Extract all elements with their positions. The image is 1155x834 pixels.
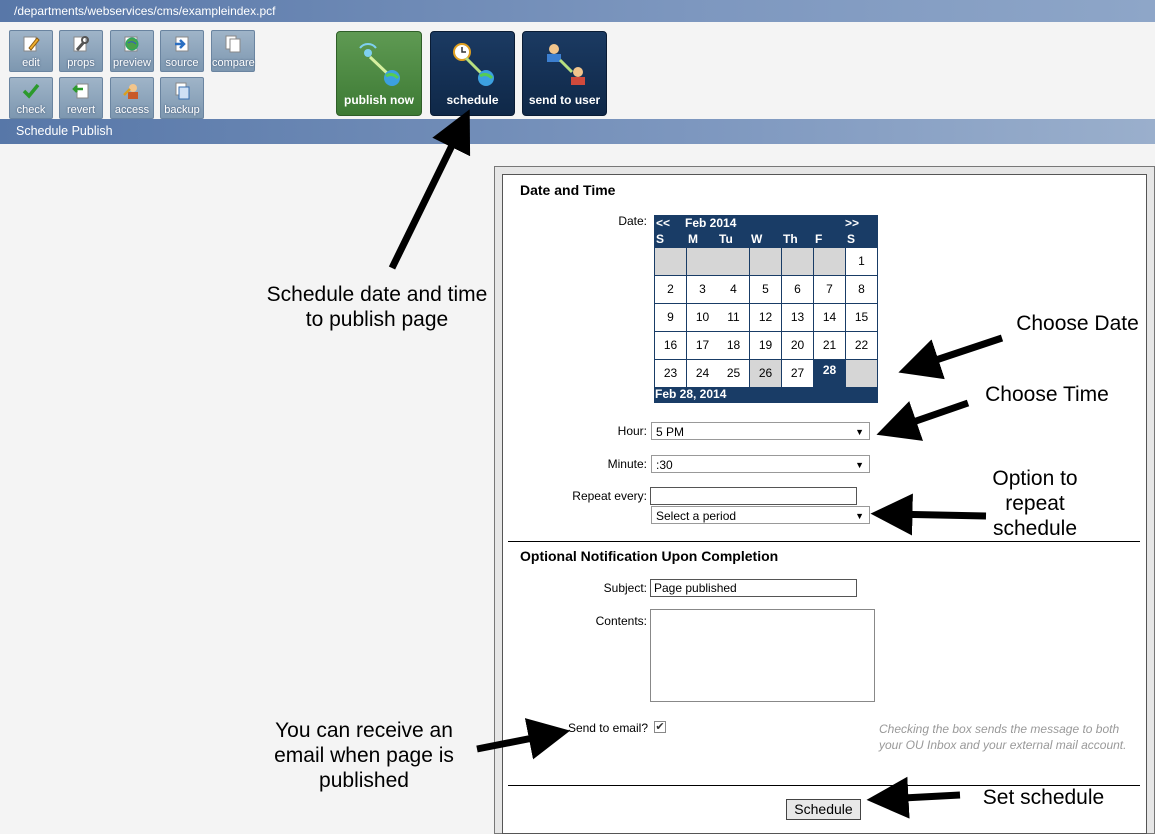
date-label: Date: bbox=[618, 214, 647, 228]
backup-label: backup bbox=[164, 104, 200, 116]
publish-now-label: publish now bbox=[344, 93, 414, 107]
check-label: check bbox=[16, 104, 46, 116]
selected-date-footer: Feb 28, 2014 bbox=[655, 387, 727, 401]
minute-label: Minute: bbox=[607, 457, 647, 471]
annotation-schedule: Schedule date and time to publish page bbox=[266, 283, 488, 331]
subject-input[interactable]: Page published bbox=[650, 579, 857, 597]
minute-value: :30 bbox=[656, 458, 673, 472]
arrow-set-schedule bbox=[884, 795, 960, 799]
date-time-heading: Date and Time bbox=[520, 182, 616, 198]
access-label: access bbox=[114, 104, 150, 116]
calendar-day-cell[interactable]: 13 bbox=[782, 304, 813, 331]
annotation-repeat: Option to repeat schedule bbox=[992, 467, 1078, 540]
weekday-header: S bbox=[847, 232, 856, 246]
calendar-day-cell[interactable]: 21 bbox=[814, 332, 845, 359]
chevron-down-icon: ▼ bbox=[855, 460, 864, 470]
calendar-month: Feb 2014 bbox=[685, 216, 737, 230]
calendar-day-cell[interactable]: 10 bbox=[687, 304, 718, 331]
file-path: /departments/webservices/cms/exampleindex.pcf bbox=[14, 4, 276, 18]
weekday-header: S bbox=[656, 232, 665, 246]
weekday-header: F bbox=[815, 232, 823, 246]
calendar-day-cell[interactable]: 14 bbox=[814, 304, 845, 331]
calendar-day-cell[interactable]: 16 bbox=[655, 332, 686, 359]
subject-label: Subject: bbox=[603, 581, 647, 595]
chevron-down-icon: ▼ bbox=[855, 427, 864, 437]
section-title: Schedule Publish bbox=[16, 124, 113, 138]
schedule-submit-button[interactable]: Schedule bbox=[786, 799, 861, 820]
schedule-label: schedule bbox=[446, 93, 499, 107]
email-label: Send to email? bbox=[567, 721, 648, 735]
edit-label: edit bbox=[22, 57, 40, 69]
calendar-day-cell[interactable]: 22 bbox=[846, 332, 877, 359]
calendar-day-cell[interactable]: 28 bbox=[814, 360, 845, 387]
weekday-header: M bbox=[688, 232, 698, 246]
notification-heading: Optional Notification Upon Completion bbox=[520, 548, 779, 564]
calendar-day-cell[interactable]: 1 bbox=[846, 248, 877, 275]
calendar-day-cell[interactable]: 2 bbox=[655, 276, 686, 303]
calendar-day-cell[interactable]: 18 bbox=[718, 332, 749, 359]
source-label: source bbox=[165, 57, 199, 69]
calendar-day-cell[interactable]: 26 bbox=[750, 360, 781, 387]
calendar-day-cell[interactable]: 3 bbox=[687, 276, 718, 303]
revert-label: revert bbox=[66, 104, 96, 116]
arrow-choose-time bbox=[893, 403, 968, 429]
calendar-day-cell[interactable]: 25 bbox=[718, 360, 749, 387]
period-value: Select a period bbox=[656, 509, 737, 523]
annotation-choose-date: Choose Date bbox=[1016, 312, 1139, 335]
calendar-day-cell[interactable]: 4 bbox=[718, 276, 749, 303]
weekday-header: W bbox=[751, 232, 763, 246]
calendar-day-cell[interactable]: 9 bbox=[655, 304, 686, 331]
calendar-day-cell[interactable]: 5 bbox=[750, 276, 781, 303]
arrow-email bbox=[477, 734, 553, 749]
hour-value: 5 PM bbox=[656, 425, 685, 439]
arrow-repeat bbox=[888, 514, 986, 516]
preview-label: preview bbox=[113, 57, 151, 69]
repeat-label: Repeat every: bbox=[572, 489, 647, 503]
calendar-day-cell[interactable]: 7 bbox=[814, 276, 845, 303]
calendar-day-cell[interactable]: 6 bbox=[782, 276, 813, 303]
calendar-day-cell[interactable]: 19 bbox=[750, 332, 781, 359]
email-note: Checking the box sends the message to both your OU Inbox and your external mail account. bbox=[879, 722, 1127, 752]
weekday-header: Tu bbox=[719, 232, 733, 246]
calendar-day-cell[interactable]: 15 bbox=[846, 304, 877, 331]
calendar-day-cell[interactable]: 17 bbox=[687, 332, 718, 359]
calendar-day-cell[interactable]: 12 bbox=[750, 304, 781, 331]
calendar-day-cell[interactable]: 8 bbox=[846, 276, 877, 303]
annotation-set-schedule: Set schedule bbox=[982, 786, 1105, 809]
props-label: props bbox=[67, 57, 95, 69]
contents-label: Contents: bbox=[595, 614, 647, 628]
email-checkbox[interactable]: ✔ bbox=[655, 721, 665, 733]
calendar-day-cell[interactable]: 11 bbox=[718, 304, 749, 331]
arrow-schedule bbox=[392, 125, 462, 268]
calendar-day-cell[interactable]: 23 bbox=[655, 360, 686, 387]
arrow-choose-date bbox=[915, 338, 1002, 367]
calendar-day-cell[interactable]: 27 bbox=[782, 360, 813, 387]
annotation-choose-time: Choose Time bbox=[985, 383, 1109, 406]
hour-label: Hour: bbox=[617, 424, 647, 438]
calendar-day-cell[interactable]: 24 bbox=[687, 360, 718, 387]
chevron-down-icon: ▼ bbox=[855, 511, 864, 521]
next-month-button[interactable]: >> bbox=[845, 216, 860, 230]
annotation-email: You can receive an email when page is published bbox=[274, 719, 454, 792]
calendar-day-cell[interactable]: 20 bbox=[782, 332, 813, 359]
compare-label: compare bbox=[212, 57, 255, 69]
prev-month-button[interactable]: << bbox=[656, 216, 671, 230]
send-to-user-label: send to user bbox=[528, 93, 601, 107]
weekday-header: Th bbox=[783, 232, 798, 246]
